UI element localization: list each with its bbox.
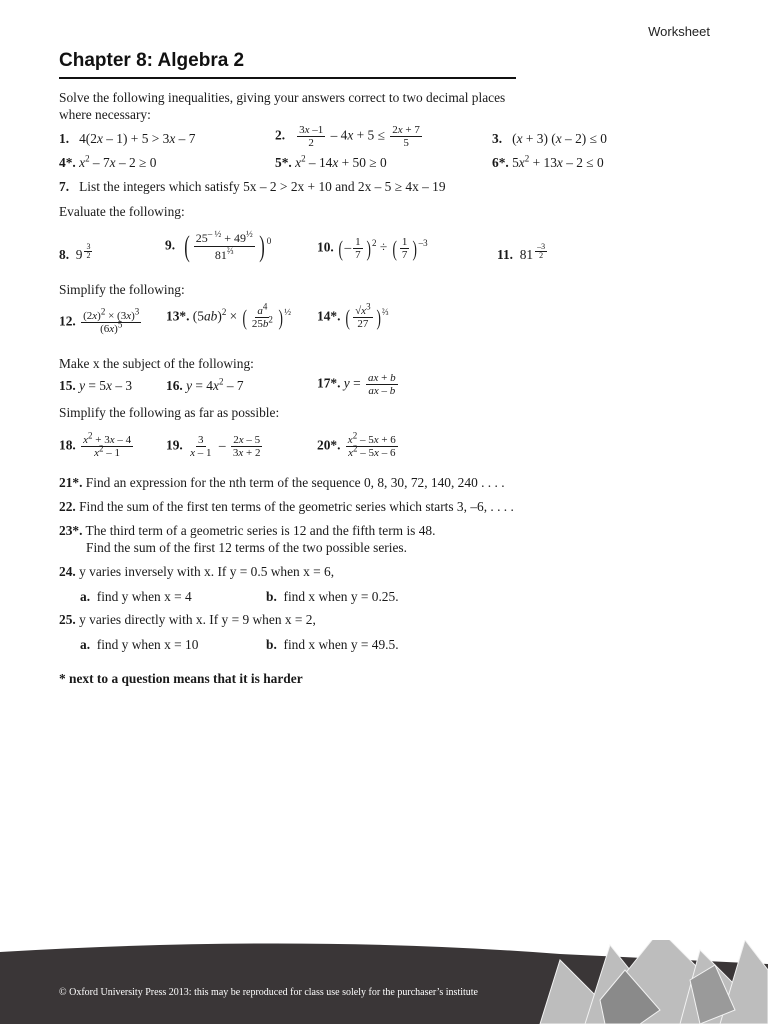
question-16: 16. $y = 4x^2 - 7$ — [166, 376, 244, 393]
instruction-simplify: Simplify the following: — [59, 282, 185, 297]
question-6: 6*. $5x^2 + 13x - 2 \le 0$ — [492, 153, 604, 170]
question-7: 7. List the integers which satisfy 5x – 2 > 2x + 10 and 2x – 5 ≥ 4x – 19 — [59, 179, 446, 194]
question-22: 22. Find the sum of the first ten terms of the geometric series which starts 3, –6, . . . . — [59, 499, 514, 514]
instruction-simplify-far: Simplify the following as far as possible: — [59, 405, 280, 420]
question-18: 18. $\frac{x^2 + 3x - 4}{x^2 - 1}$ — [59, 430, 132, 459]
question-4: 4*. $x^2 - 7x - 2 \ge 0$ — [59, 153, 157, 170]
question-25a: a. find y when x = 10 — [80, 637, 199, 652]
question-23-part-2: Find the sum of the first 12 terms of the two possible series. — [86, 540, 407, 555]
instruction-inequalities: Solve the following inequalities, giving your answers correct to two decimal places — [59, 90, 506, 105]
instruction-subject: Make x the subject of the following: — [59, 356, 254, 371]
harder-note: * next to a question means that it is harder — [59, 671, 303, 686]
question-25: 25. y varies directly with x. If y = 9 when x = 2, — [59, 612, 316, 627]
question-9: 9. ( $\frac{25^{- \frac{1}{2}} + 49^{\frac{1}{2}}}{81^{\frac{2}{3}}}$ ) $^0$ — [165, 229, 272, 263]
question-24: 24. y varies inversely with x. If y = 0.5 when x = 6, — [59, 564, 335, 579]
question-1: 1. 4(2x – 1) + 5 > 3x – 7 — [59, 131, 196, 146]
title-rule — [59, 77, 516, 79]
question-15: 15. y = 5x – 3 — [59, 378, 133, 393]
instruction-evaluate: Evaluate the following: — [59, 204, 185, 219]
question-5: 5*. $x^2 - 14x + 50 \ge 0$ — [275, 153, 387, 170]
question-20: 20*. $\frac{x^2 - 5x + 6}{x^2 - 5x - 6}$ — [317, 430, 396, 459]
question-3: 3. (x + 3) (x – 2) ≤ 0 — [492, 131, 607, 146]
question-24b: b. find x when y = 0.25. — [266, 589, 399, 604]
worksheet-label: Worksheet — [648, 24, 710, 39]
question-11: 11. 81 $^{\frac{-3}{2}}$ — [497, 242, 546, 263]
question-13: 13*. $(5ab)^2$ × ( $\frac{a^4}{25b^2}$ )$^{\frac{1}{2}}$ — [166, 301, 291, 330]
question-10: 10. (– $\frac{1}{7}$ )$^2$ ÷ ( $\frac{1}{7}$ )$^{-3}$ — [317, 235, 428, 261]
question-21: 21*. Find an expression for the nth term of the sequence 0, 8, 30, 72, 140, 240 . . . . — [59, 475, 505, 490]
question-8: 8. 9 $^{\frac{3}{2}}$ — [59, 242, 91, 263]
paper-cranes-image — [540, 940, 768, 1024]
question-2: 2. $\frac{3x -1}{2}$ – 4x + 5 ≤ $\frac{2x + 7}{5}$ — [275, 124, 420, 149]
question-17: 17*. y = $\frac{ax + b}{ax - b}$ — [317, 372, 396, 397]
instruction-inequalities-2: where necessary: — [59, 107, 151, 122]
question-25b: b. find x when y = 49.5. — [266, 637, 399, 652]
question-24a: a. find y when x = 4 — [80, 589, 192, 604]
question-19: 19. $\frac{3}{x - 1}$ – $\frac{2x - 5}{3x + 2}$ — [166, 434, 261, 459]
question-23: 23*. The third term of a geometric series is 12 and the fifth term is 48. — [59, 523, 436, 538]
copyright-notice: © Oxford University Press 2013: this may be reproduced for class use solely for the purchaser’s institute — [59, 987, 478, 998]
question-14: 14*. ( $\frac{√x^3}{27}$ )$^{\frac{2}{3}}$ — [317, 301, 389, 330]
question-12: 12. $\frac{(2x)^2 \times (3x)^3}{(6x)^5}$ — [59, 306, 140, 335]
page-title: Chapter 8: Algebra 2 — [59, 50, 245, 71]
footer-band — [0, 940, 768, 1024]
